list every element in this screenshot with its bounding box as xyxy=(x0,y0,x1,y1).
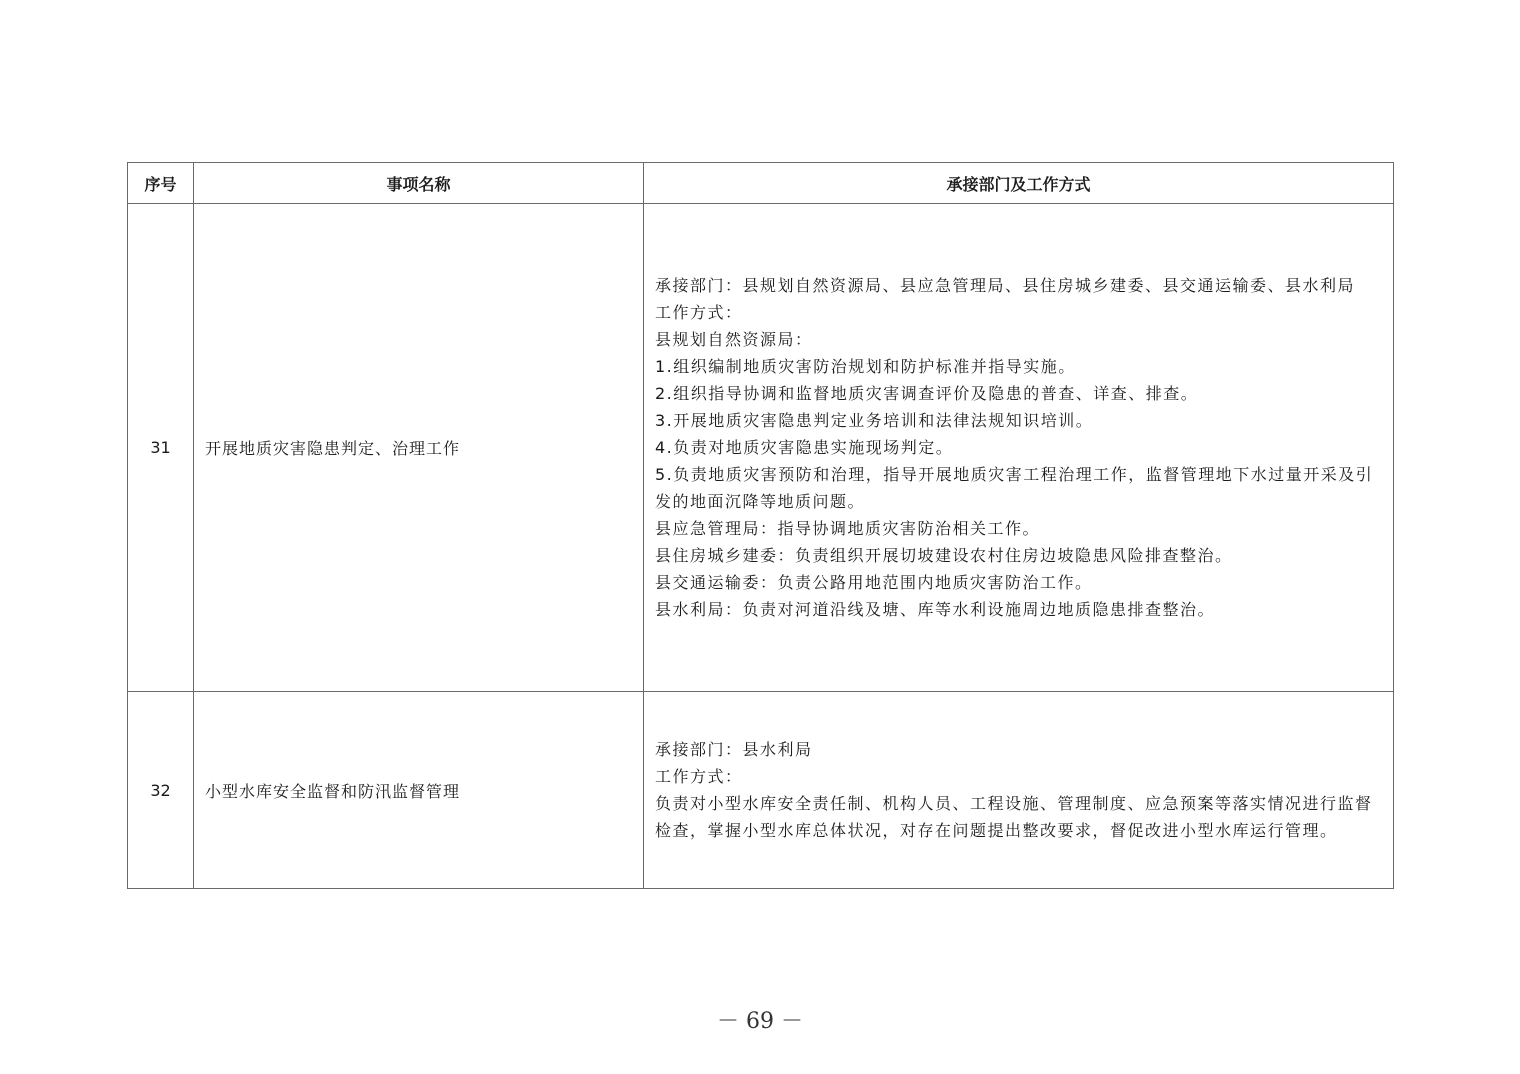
description-line: 1.组织编制地质灾害防治规划和防护标准并指导实施。 xyxy=(655,357,1076,376)
description-line: 4.负责对地质灾害隐患实施现场判定。 xyxy=(655,438,954,457)
description-line: 承接部门：县水利局 xyxy=(655,740,813,759)
table-header-row xyxy=(128,163,1394,204)
row-number: 31 xyxy=(128,204,194,692)
row-description xyxy=(644,204,1394,692)
row-item-name: 小型水库安全监督和防汛监督管理 xyxy=(194,692,644,889)
description-line: 工作方式： xyxy=(655,303,743,322)
description-line: 3.开展地质灾害隐患判定业务培训和法律法规知识培训。 xyxy=(655,411,1094,430)
responsibility-table xyxy=(127,162,1394,889)
header-item-name: 事项名称 xyxy=(194,163,644,204)
description-line: 县应急管理局：指导协调地质灾害防治相关工作。 xyxy=(655,519,1041,538)
row-item-name: 开展地质灾害隐患判定、治理工作 xyxy=(194,204,644,692)
description-line: 承接部门：县规划自然资源局、县应急管理局、县住房城乡建委、县交通运输委、县水利局 xyxy=(655,276,1356,295)
description-line: 工作方式： xyxy=(655,767,743,786)
description-line: 2.组织指导协调和监督地质灾害调查评价及隐患的普查、详查、排查。 xyxy=(655,384,1199,403)
row-number: 32 xyxy=(128,692,194,889)
description-line: 县规划自然资源局： xyxy=(655,330,813,349)
header-serial-number: 序号 xyxy=(128,163,194,204)
description-line: 县住房城乡建委：负责组织开展切坡建设农村住房边坡隐患风险排查整治。 xyxy=(655,546,1233,565)
description-line: 县水利局：负责对河道沿线及塘、库等水利设施周边地质隐患排查整治。 xyxy=(655,600,1216,619)
table-row xyxy=(128,692,1394,889)
description-line: 县交通运输委：负责公路用地范围内地质灾害防治工作。 xyxy=(655,573,1093,592)
table-row xyxy=(128,204,1394,692)
page-number: － 69 － xyxy=(717,1009,803,1034)
description-line: 负责对小型水库安全责任制、机构人员、工程设施、管理制度、应急预案等落实情况进行监督检查，掌握小型水库总体状况，对存在问题提出整改要求，督促改进小型水库运行管理。 xyxy=(655,794,1373,840)
description-line: 5.负责地质灾害预防和治理，指导开展地质灾害工程治理工作，监督管理地下水过量开采及引发的地面沉降等地质问题。 xyxy=(655,465,1374,511)
header-department-method: 承接部门及工作方式 xyxy=(644,163,1394,204)
row-description xyxy=(644,692,1394,889)
